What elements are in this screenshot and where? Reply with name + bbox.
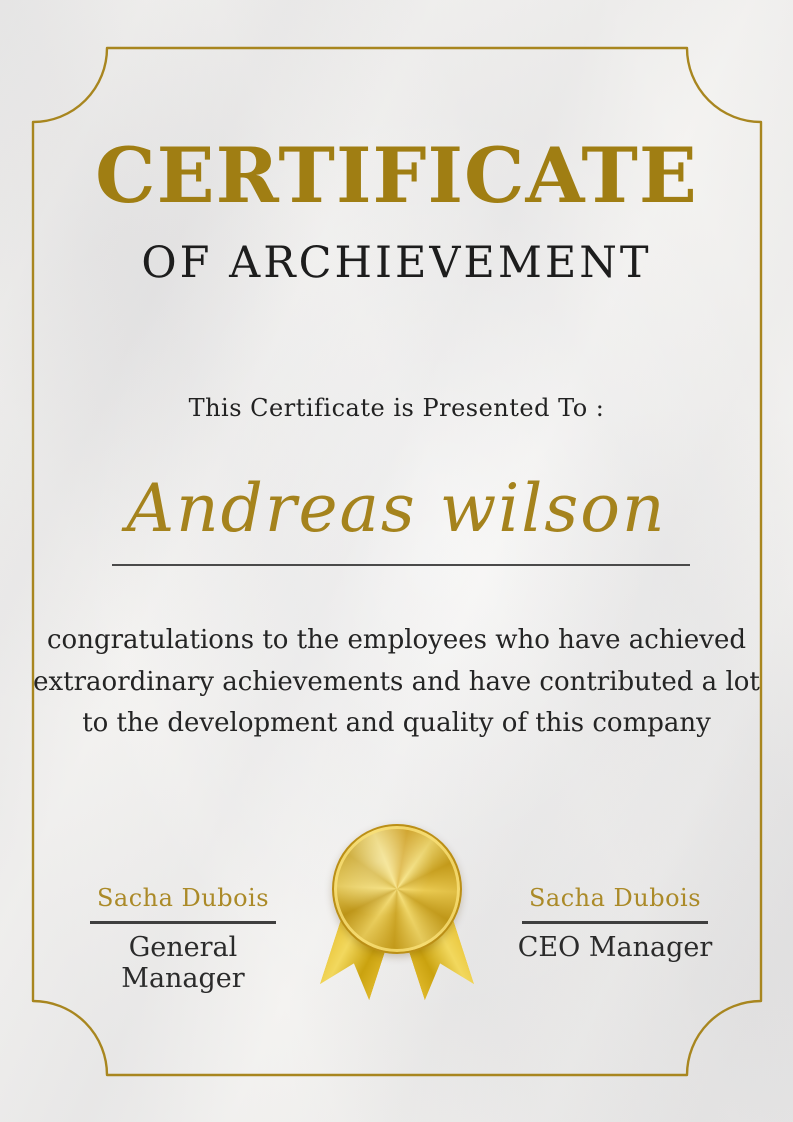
signatory-role: General Manager — [121, 931, 245, 994]
certificate-subtitle: OF ARCHIEVEMENT — [141, 238, 652, 288]
gold-medal-icon — [329, 822, 465, 1020]
description-line-2: extraordinary achievements and have contributed a lot — [33, 666, 760, 697]
signatory-name: Sacha Dubois — [528, 884, 702, 912]
signature-block-ceo-manager — [500, 884, 730, 963]
signature-rule — [522, 921, 708, 924]
description-line-3: to the development and quality of this company — [82, 708, 711, 738]
presented-to-label: This Certificate is Presented To : — [188, 394, 605, 422]
signatory-name: Sacha Dubois — [96, 884, 270, 912]
certificate-title: CERTIFICATE — [95, 131, 698, 220]
recipient-name: Andreas wilson — [126, 470, 667, 547]
signature-block-general-manager — [68, 884, 298, 994]
description-paragraph — [0, 620, 793, 745]
signature-rule — [90, 921, 276, 924]
recipient-name-underline — [112, 564, 690, 566]
description-line-1: congratulations to the employees who have achieved — [47, 625, 746, 655]
signatory-role: CEO Manager — [517, 931, 713, 963]
medal-circle-icon — [332, 824, 462, 954]
